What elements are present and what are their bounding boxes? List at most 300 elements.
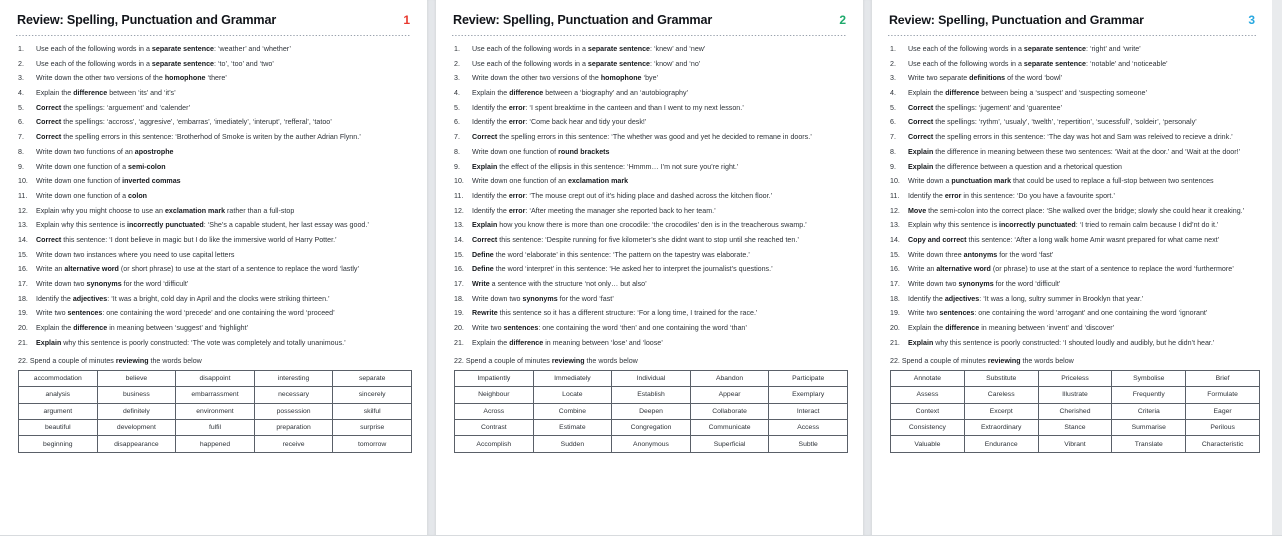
table-row bbox=[19, 436, 412, 452]
question-number: 8. bbox=[18, 147, 24, 156]
question-item bbox=[450, 90, 849, 97]
word-cell: development bbox=[97, 420, 176, 436]
question-text: Use each of the following words in a separate sentence: ‘know’ and ‘no’ bbox=[472, 59, 701, 68]
question-number: 19. bbox=[890, 309, 900, 318]
question-item bbox=[450, 266, 849, 273]
question-item bbox=[14, 119, 413, 126]
word-cell: Valuable bbox=[891, 436, 965, 452]
question-item bbox=[14, 252, 413, 259]
word-cell: Translate bbox=[1112, 436, 1186, 452]
question-number: 19. bbox=[454, 309, 464, 318]
table-row bbox=[455, 420, 848, 436]
page-number: 3 bbox=[1248, 13, 1255, 27]
word-cell: Interact bbox=[769, 403, 848, 419]
word-cell: Exemplary bbox=[769, 387, 848, 403]
question-number: 13. bbox=[454, 221, 464, 230]
question-text: Write down one function of a semi-colon bbox=[36, 162, 166, 171]
table-row bbox=[891, 387, 1260, 403]
question-text: Explain why this sentence is poorly constructed: ‘I shouted loudly and audibly, but he didn’t hear.’ bbox=[908, 338, 1215, 347]
question-item bbox=[450, 193, 849, 200]
question-item bbox=[886, 193, 1258, 200]
question-item bbox=[14, 193, 413, 200]
word-cell: Across bbox=[455, 403, 534, 419]
question-text: Explain the difference in meaning between ‘invent’ and ‘discover’ bbox=[908, 324, 1115, 333]
word-cell: Appear bbox=[690, 387, 769, 403]
table-row bbox=[455, 370, 848, 386]
word-cell: fulfil bbox=[176, 420, 255, 436]
question-number: 10. bbox=[454, 177, 464, 186]
question-number: 12. bbox=[454, 206, 464, 215]
question-text: Rewrite this sentence so it has a different structure: ‘For a long time, I trained for the race.’ bbox=[472, 309, 758, 318]
question-number: 5. bbox=[890, 103, 896, 112]
word-cell: Characteristic bbox=[1186, 436, 1260, 452]
question-text: Write down two functions of an apostrophe bbox=[36, 147, 174, 156]
question-item bbox=[14, 281, 413, 288]
question-text: Explain the difference in meaning between these two sentences: ‘Wait at the door.’ and ‘Wait at the door!’ bbox=[908, 147, 1241, 156]
question-item bbox=[14, 266, 413, 273]
word-cell: Deepen bbox=[612, 403, 691, 419]
word-cell: necessary bbox=[254, 387, 333, 403]
question-text: Explain the difference between a question and a rhetorical question bbox=[908, 162, 1122, 171]
word-cell: Endurance bbox=[964, 436, 1038, 452]
table-row bbox=[455, 436, 848, 452]
question-number: 9. bbox=[454, 162, 460, 171]
worksheet-page bbox=[436, 0, 863, 535]
question-number: 4. bbox=[454, 89, 460, 98]
question-list bbox=[450, 46, 849, 347]
question-text: Write down two synonyms for the word ‘difficult’ bbox=[36, 280, 189, 288]
question-text: Explain the difference between ‘its’ and ‘it’s’ bbox=[36, 89, 176, 98]
word-cell: happened bbox=[176, 436, 255, 452]
page-title: Review: Spelling, Punctuation and Grammar bbox=[889, 13, 1144, 27]
question-text: Identify the error: ‘The mouse crept out of it’s hiding place and dashed across the kitchen floor.’ bbox=[472, 191, 773, 200]
question-number: 8. bbox=[890, 147, 896, 156]
question-text: Write down two synonyms for the word ‘difficult’ bbox=[908, 280, 1061, 288]
question-item bbox=[450, 208, 849, 215]
question-text: Write down a punctuation mark that could be used to replace a full-stop between two sentences bbox=[908, 177, 1214, 186]
word-review-prompt-emphasis: reviewing bbox=[551, 356, 585, 365]
word-review-table bbox=[890, 370, 1260, 453]
question-text: Write down one function of round brackets bbox=[472, 147, 610, 156]
word-cell: argument bbox=[19, 403, 98, 419]
dotted-divider bbox=[452, 35, 847, 36]
word-cell: Locate bbox=[533, 387, 612, 403]
word-cell: Eager bbox=[1186, 403, 1260, 419]
question-item bbox=[886, 178, 1258, 185]
question-text: Write an alternative word (or phrase) to use at the start of a sentence to replace the word ‘furthermore’ bbox=[908, 265, 1234, 274]
worksheet-page bbox=[0, 0, 427, 535]
question-item bbox=[886, 281, 1258, 288]
word-cell: Perilous bbox=[1186, 420, 1260, 436]
question-item bbox=[450, 164, 849, 171]
question-text: Write a sentence with the structure ‘not only… but also’ bbox=[472, 280, 647, 288]
word-cell: interesting bbox=[254, 370, 333, 386]
word-cell: Estimate bbox=[533, 420, 612, 436]
question-number: 4. bbox=[18, 89, 24, 98]
question-number: 17. bbox=[890, 280, 900, 288]
question-item bbox=[450, 340, 849, 347]
question-item bbox=[14, 237, 413, 244]
word-cell: Combine bbox=[533, 403, 612, 419]
question-number: 13. bbox=[890, 221, 900, 230]
question-item bbox=[14, 340, 413, 347]
word-review-prompt-emphasis: reviewing bbox=[987, 356, 1021, 365]
bottom-strip bbox=[0, 535, 1282, 542]
question-text: Copy and correct this sentence: ‘After a long walk home Amir wasnt prepared for what came next’ bbox=[908, 235, 1220, 244]
question-number: 15. bbox=[454, 250, 464, 259]
question-item bbox=[450, 46, 849, 53]
word-cell: Illustrate bbox=[1038, 387, 1112, 403]
word-cell: analysis bbox=[19, 387, 98, 403]
word-cell: Abandon bbox=[690, 370, 769, 386]
word-cell: Impatiently bbox=[455, 370, 534, 386]
word-cell: Contrast bbox=[455, 420, 534, 436]
question-number: 21. bbox=[18, 338, 28, 347]
word-cell: tomorrow bbox=[333, 436, 412, 452]
question-text: Write down the other two versions of the homophone ‘bye’ bbox=[472, 74, 659, 83]
question-item bbox=[450, 281, 849, 288]
word-cell: Priceless bbox=[1038, 370, 1112, 386]
question-item bbox=[450, 325, 849, 332]
question-number: 10. bbox=[18, 177, 28, 186]
question-text: Explain why this sentence is incorrectly punctuated: ‘She’s a capable student, her last essay was good.’ bbox=[36, 221, 369, 230]
question-number: 6. bbox=[18, 118, 24, 127]
page-title: Review: Spelling, Punctuation and Grammar bbox=[453, 13, 713, 27]
question-number: 12. bbox=[18, 206, 28, 215]
question-text: Write two sentences: one containing the word ‘arrogant’ and one containing the word ‘ignorant’ bbox=[908, 309, 1208, 318]
word-cell: environment bbox=[176, 403, 255, 419]
question-text: Correct the spellings: ‘jugement’ and ‘guarentee’ bbox=[908, 103, 1063, 112]
word-cell: Communicate bbox=[690, 420, 769, 436]
question-item bbox=[14, 134, 413, 141]
question-number: 6. bbox=[454, 118, 460, 127]
question-item bbox=[450, 222, 849, 229]
question-item bbox=[886, 237, 1258, 244]
question-item bbox=[14, 222, 413, 229]
question-item bbox=[14, 208, 413, 215]
word-cell: preparation bbox=[254, 420, 333, 436]
question-number: 9. bbox=[890, 162, 896, 171]
page-header bbox=[886, 13, 1258, 27]
question-item bbox=[886, 208, 1258, 215]
table-row bbox=[19, 420, 412, 436]
question-number: 8. bbox=[454, 147, 460, 156]
word-cell: surprise bbox=[333, 420, 412, 436]
question-item bbox=[14, 61, 413, 68]
question-text: Correct this sentence: ‘I dont believe in magic but I do like the immersive world of Harry Potter.’ bbox=[36, 235, 337, 244]
question-item bbox=[450, 149, 849, 156]
question-number: 16. bbox=[18, 265, 28, 274]
word-cell: Immediately bbox=[533, 370, 612, 386]
word-cell: accommodation bbox=[19, 370, 98, 386]
table-row bbox=[19, 387, 412, 403]
word-cell: Summarise bbox=[1112, 420, 1186, 436]
question-number: 17. bbox=[454, 280, 464, 288]
word-cell: Congregation bbox=[612, 420, 691, 436]
question-item bbox=[886, 149, 1258, 156]
table-row bbox=[891, 403, 1260, 419]
question-text: Identify the adjectives: ‘It was a bright, cold day in April and the clocks were striking thirteen.’ bbox=[36, 294, 330, 303]
question-item bbox=[886, 325, 1258, 332]
question-item bbox=[14, 149, 413, 156]
word-cell: skilful bbox=[333, 403, 412, 419]
word-cell: believe bbox=[97, 370, 176, 386]
word-cell: Stance bbox=[1038, 420, 1112, 436]
question-text: Identify the error in this sentence: ‘Do you have a favourite sport.’ bbox=[908, 191, 1115, 200]
word-review-table bbox=[18, 370, 412, 453]
table-row bbox=[19, 370, 412, 386]
question-text: Write down one function of inverted commas bbox=[36, 177, 181, 186]
word-review-prompt-emphasis: reviewing bbox=[115, 356, 149, 365]
word-cell: disappearance bbox=[97, 436, 176, 452]
question-item bbox=[886, 266, 1258, 273]
question-number: 18. bbox=[454, 294, 464, 303]
question-text: Use each of the following words in a separate sentence: ‘knew’ and ‘new’ bbox=[472, 45, 706, 53]
question-number: 20. bbox=[890, 324, 900, 333]
word-cell: Annotate bbox=[891, 370, 965, 386]
word-cell: Individual bbox=[612, 370, 691, 386]
word-cell: receive bbox=[254, 436, 333, 452]
word-review-prompt: 22. Spend a couple of minutes reviewing the words below bbox=[890, 356, 1074, 365]
question-text: Write down two synonyms for the word ‘fast’ bbox=[472, 294, 614, 303]
word-cell: Formulate bbox=[1186, 387, 1260, 403]
word-cell: separate bbox=[333, 370, 412, 386]
question-item bbox=[886, 310, 1258, 317]
question-number: 1. bbox=[454, 45, 460, 53]
question-number: 11. bbox=[890, 191, 900, 200]
word-cell: Extraordinary bbox=[964, 420, 1038, 436]
question-text: Write two separate definitions of the word ‘bowl’ bbox=[908, 74, 1063, 83]
word-cell: sincerely bbox=[333, 387, 412, 403]
question-item bbox=[886, 119, 1258, 126]
question-item bbox=[14, 310, 413, 317]
question-list bbox=[14, 46, 413, 347]
word-cell: Neighbour bbox=[455, 387, 534, 403]
word-cell: Participate bbox=[769, 370, 848, 386]
question-text: Write down one function of a colon bbox=[36, 191, 148, 200]
word-cell: Consistency bbox=[891, 420, 965, 436]
question-text: Explain why this sentence is poorly constructed: ‘The vote was completely and totally unanimous.’ bbox=[36, 338, 346, 347]
question-text: Use each of the following words in a separate sentence: ‘weather’ and ‘whether’ bbox=[36, 45, 291, 53]
question-text: Use each of the following words in a separate sentence: ‘to’, ‘too’ and ‘two’ bbox=[36, 59, 274, 68]
question-item bbox=[450, 105, 849, 112]
word-cell: Careless bbox=[964, 387, 1038, 403]
question-text: Move the semi-colon into the correct place: ‘She walked over the bridge; slowly she could hear it creaking.’ bbox=[908, 206, 1245, 215]
word-cell: possession bbox=[254, 403, 333, 419]
page-gap bbox=[863, 0, 872, 535]
question-item bbox=[886, 46, 1258, 53]
question-text: Explain the effect of the ellipsis in this sentence: ‘Hmmm… I’m not sure you’re right.’ bbox=[472, 162, 739, 171]
question-list bbox=[886, 46, 1258, 347]
question-number: 9. bbox=[18, 162, 24, 171]
question-text: Explain how you know there is more than one crocodile: ‘the crocodiles’ den is in the treacherous swamp.’ bbox=[472, 221, 807, 230]
question-number: 21. bbox=[454, 338, 464, 347]
question-number: 2. bbox=[890, 59, 896, 68]
question-number: 16. bbox=[454, 265, 464, 274]
question-text: Explain the difference in meaning between ‘suggest’ and ‘highlight’ bbox=[36, 324, 249, 333]
question-text: Write two sentences: one containing the word ‘precede’ and one containing the word ‘proceed’ bbox=[36, 309, 335, 318]
question-text: Write an alternative word (or short phrase) to use at the start of a sentence to replace the word ‘lastly’ bbox=[36, 265, 360, 274]
word-cell: Assess bbox=[891, 387, 965, 403]
question-item bbox=[450, 252, 849, 259]
question-number: 12. bbox=[890, 206, 900, 215]
question-item bbox=[14, 164, 413, 171]
question-text: Correct the spellings: ‘accross’, ‘aggresive’, ‘embarras’, ‘imediately’, ‘interupt’, ‘refferal’, ‘tatoo’ bbox=[36, 118, 332, 127]
word-cell: Brief bbox=[1186, 370, 1260, 386]
question-text: Write two sentences: one containing the word ‘then’ and one containing the word ‘than’ bbox=[472, 324, 747, 333]
word-cell: definitely bbox=[97, 403, 176, 419]
question-item bbox=[450, 61, 849, 68]
question-text: Identify the error: ‘I spent breaktime in the canteen and than I went to my next lesson.’ bbox=[472, 103, 744, 112]
word-cell: Sudden bbox=[533, 436, 612, 452]
question-item bbox=[886, 134, 1258, 141]
question-item bbox=[14, 325, 413, 332]
word-cell: Vibrant bbox=[1038, 436, 1112, 452]
question-text: Use each of the following words in a separate sentence: ‘right’ and ‘write’ bbox=[908, 45, 1141, 53]
question-number: 17. bbox=[18, 280, 28, 288]
question-number: 3. bbox=[890, 74, 896, 83]
word-cell: Cherished bbox=[1038, 403, 1112, 419]
question-text: Explain why you might choose to use an exclamation mark rather than a full-stop bbox=[36, 206, 295, 215]
question-number: 14. bbox=[890, 235, 900, 244]
question-number: 3. bbox=[18, 74, 24, 83]
question-number: 5. bbox=[454, 103, 460, 112]
word-cell: Accomplish bbox=[455, 436, 534, 452]
question-number: 21. bbox=[890, 338, 900, 347]
question-number: 16. bbox=[890, 265, 900, 274]
question-number: 6. bbox=[890, 118, 896, 127]
word-review-prompt: 22. Spend a couple of minutes reviewing the words below bbox=[18, 356, 202, 365]
question-item bbox=[886, 296, 1258, 303]
word-review-prompt: 22. Spend a couple of minutes reviewing the words below bbox=[454, 356, 638, 365]
question-item bbox=[886, 105, 1258, 112]
question-text: Explain the difference between being a ‘suspect’ and ‘suspecting someone’ bbox=[908, 89, 1148, 98]
question-text: Explain why this sentence is incorrectly punctuated: ‘I tried to remain calm because I did’nt do it.’ bbox=[908, 221, 1219, 230]
question-text: Correct the spellings: ‘rythm’, ‘usualy’, ‘twelth’, ‘repertition’, ‘sucessfull’, ‘soldeir’, ‘personaly’ bbox=[908, 118, 1197, 127]
question-number: 2. bbox=[18, 59, 24, 68]
question-text: Define the word ‘elaborate’ in this sentence: ‘The pattern on the tapestry was elaborate.’ bbox=[472, 250, 750, 259]
word-cell: Collaborate bbox=[690, 403, 769, 419]
table-row bbox=[891, 370, 1260, 386]
question-number: 14. bbox=[18, 235, 28, 244]
question-text: Identify the error: ‘After meeting the manager she reported back to her team.’ bbox=[472, 206, 716, 215]
question-number: 4. bbox=[890, 89, 896, 98]
word-cell: Criteria bbox=[1112, 403, 1186, 419]
word-cell: Access bbox=[769, 420, 848, 436]
question-item bbox=[450, 296, 849, 303]
word-cell: business bbox=[97, 387, 176, 403]
question-number: 7. bbox=[454, 133, 460, 142]
table-row bbox=[891, 420, 1260, 436]
question-number: 15. bbox=[890, 250, 900, 259]
question-item bbox=[886, 164, 1258, 171]
question-number: 1. bbox=[890, 45, 896, 53]
question-item bbox=[450, 134, 849, 141]
question-number: 2. bbox=[454, 59, 460, 68]
question-item bbox=[450, 75, 849, 82]
word-cell: Subtle bbox=[769, 436, 848, 452]
question-item bbox=[886, 252, 1258, 259]
dotted-divider bbox=[888, 35, 1256, 36]
table-row bbox=[891, 436, 1260, 452]
question-number: 7. bbox=[18, 133, 24, 142]
word-cell: Context bbox=[891, 403, 965, 419]
question-item bbox=[886, 222, 1258, 229]
question-item bbox=[14, 296, 413, 303]
question-number: 11. bbox=[454, 191, 464, 200]
word-cell: Excerpt bbox=[964, 403, 1038, 419]
question-text: Write down two instances where you need to use capital letters bbox=[36, 250, 235, 259]
page-gap bbox=[427, 0, 436, 535]
question-text: Write down the other two versions of the homophone ‘there’ bbox=[36, 74, 227, 83]
question-item bbox=[886, 75, 1258, 82]
word-review-table bbox=[454, 370, 848, 453]
question-item bbox=[14, 75, 413, 82]
word-cell: Establish bbox=[612, 387, 691, 403]
page-number: 2 bbox=[839, 13, 846, 27]
question-item bbox=[886, 61, 1258, 68]
question-text: Correct the spelling errors in this sentence: ‘The whether was good and yet he decided to remane in doors.’ bbox=[472, 133, 812, 142]
question-number: 15. bbox=[18, 250, 28, 259]
question-number: 3. bbox=[454, 74, 460, 83]
word-cell: embarrassment bbox=[176, 387, 255, 403]
question-text: Correct this sentence: ‘Despite running for five kilometer’s she didnt want to stop until she reached ten.’ bbox=[472, 235, 799, 244]
question-item bbox=[14, 46, 413, 53]
question-text: Define the word ‘interpret’ in this sentence: ‘He asked her to interpret the journalist’s questions.’ bbox=[472, 265, 773, 274]
word-cell: Symbolise bbox=[1112, 370, 1186, 386]
question-text: Identify the adjectives: ‘It was a long, sultry summer in Brooklyn that year.’ bbox=[908, 294, 1144, 303]
question-text: Correct the spelling errors in this sentence: ‘The day was hot and Sam was releived to recieve a drink.’ bbox=[908, 133, 1233, 142]
question-item bbox=[14, 90, 413, 97]
question-item bbox=[886, 90, 1258, 97]
page-header bbox=[14, 13, 413, 27]
question-number: 1. bbox=[18, 45, 24, 53]
question-text: Use each of the following words in a separate sentence: ‘notable’ and ‘noticeable’ bbox=[908, 59, 1168, 68]
word-cell: Frequently bbox=[1112, 387, 1186, 403]
question-number: 18. bbox=[890, 294, 900, 303]
question-number: 14. bbox=[454, 235, 464, 244]
word-cell: beginning bbox=[19, 436, 98, 452]
question-text: Correct the spellings: ‘arguement’ and ‘calender’ bbox=[36, 103, 191, 112]
question-number: 5. bbox=[18, 103, 24, 112]
question-item bbox=[450, 310, 849, 317]
word-cell: beautiful bbox=[19, 420, 98, 436]
table-row bbox=[19, 403, 412, 419]
question-text: Write down three antonyms for the word ‘fast’ bbox=[908, 250, 1054, 259]
question-number: 20. bbox=[18, 324, 28, 333]
worksheet-page bbox=[872, 0, 1272, 535]
question-text: Explain the difference in meaning between ‘lose’ and ‘loose’ bbox=[472, 338, 663, 347]
word-cell: Anonymous bbox=[612, 436, 691, 452]
table-row bbox=[455, 387, 848, 403]
word-cell: Superficial bbox=[690, 436, 769, 452]
question-item bbox=[450, 119, 849, 126]
question-item bbox=[14, 178, 413, 185]
question-item bbox=[14, 105, 413, 112]
page-number: 1 bbox=[403, 13, 410, 27]
question-number: 19. bbox=[18, 309, 28, 318]
question-number: 7. bbox=[890, 133, 896, 142]
question-number: 18. bbox=[18, 294, 28, 303]
question-number: 11. bbox=[18, 191, 28, 200]
table-row bbox=[455, 403, 848, 419]
question-item bbox=[886, 340, 1258, 347]
word-cell: disappoint bbox=[176, 370, 255, 386]
question-text: Explain the difference between a ‘biography’ and an ‘autobiography’ bbox=[472, 89, 689, 98]
question-number: 20. bbox=[454, 324, 464, 333]
page-title: Review: Spelling, Punctuation and Grammar bbox=[17, 13, 277, 27]
question-text: Correct the spelling errors in this sentence: ‘Brotherhod of Smoke is writen by the auther Adrian Flynn.’ bbox=[36, 133, 361, 142]
